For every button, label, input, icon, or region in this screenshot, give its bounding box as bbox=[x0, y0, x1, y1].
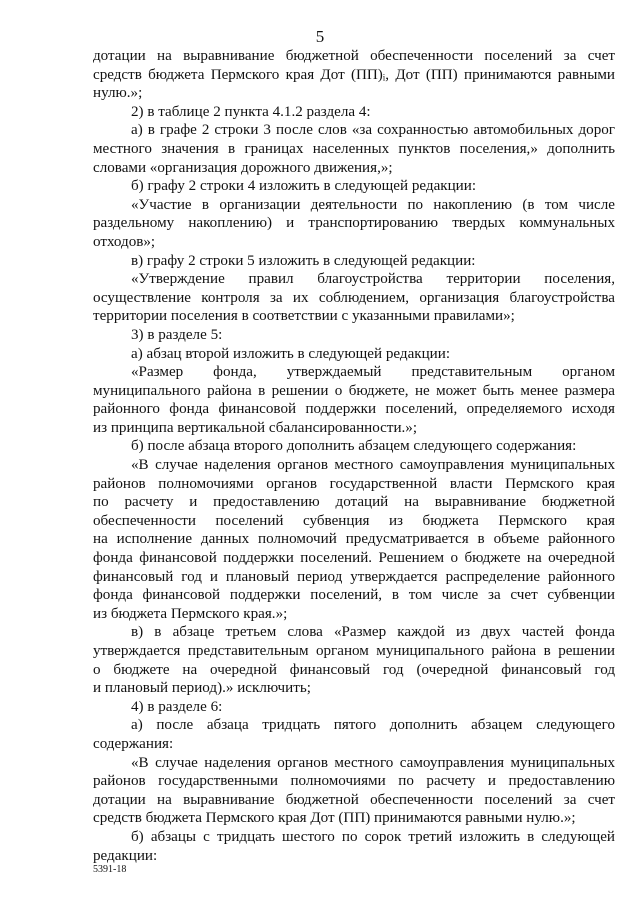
text-line: средств бюджета Пермского края Дот (ПП)ᵢ, Дот (ПП) принимаются равными bbox=[93, 66, 615, 83]
text-line: районного фонда финансовой поддержки поселений, определяемого исходя bbox=[93, 401, 615, 418]
text-line: районов полномочиями органов государственной власти Пермского края bbox=[93, 475, 615, 492]
text-line: редакции: bbox=[93, 847, 158, 864]
text-line: б) графу 2 строки 4 изложить в следующей редакции: bbox=[131, 178, 477, 195]
text-line: в) графу 2 строки 5 изложить в следующей редакции: bbox=[131, 252, 476, 269]
text-line: средств бюджета Пермского края Дот (ПП) принимаются равными нулю.»; bbox=[93, 810, 576, 827]
text-line: а) в графе 2 строки 3 после слов «за сохранностью автомобильных дорог bbox=[131, 122, 615, 139]
text-line: местного значения в границах населенных пунктов поселения,» дополнить bbox=[93, 140, 615, 157]
text-line: 3) в разделе 5: bbox=[131, 326, 223, 343]
text-line: «В случае наделения органов местного самоуправления муниципальных bbox=[131, 457, 615, 474]
text-line: утверждается представительным органом муниципального района в решении bbox=[93, 643, 615, 659]
text-line: осуществление контроля за их соблюдением, организация благоустройства bbox=[93, 289, 615, 306]
text-line: из бюджета Пермского края.»; bbox=[93, 605, 288, 622]
page-number: 5 bbox=[315, 27, 325, 46]
text-line: раздельному накоплению) и транспортированию твердых коммунальных bbox=[93, 215, 615, 232]
text-line: а) абзац второй изложить в следующей редакции: bbox=[131, 345, 451, 362]
text-line: 4) в разделе 6: bbox=[131, 698, 223, 715]
text-line: словами «организация дорожного движения,»; bbox=[93, 159, 393, 176]
text-line: и плановый период).» исключить; bbox=[93, 680, 311, 697]
text-line: дотации на выравнивание бюджетной обеспеченности поселений за счет bbox=[93, 791, 615, 808]
text-line: в) в абзаце третьем слова «Размер каждой из двух частей фонда bbox=[131, 624, 615, 641]
text-line: «Размер фонда, утверждаемый представительным органом bbox=[131, 364, 615, 381]
text-line: отходов»; bbox=[93, 233, 156, 250]
text-line: фонда финансовой поддержки поселений, в том числе за счет субвенции bbox=[93, 587, 615, 604]
text-line: о бюджете на очередной финансовый год (очередной финансовый год bbox=[93, 661, 615, 678]
text-line: нулю.»; bbox=[93, 85, 143, 102]
text-line: а) после абзаца тридцать пятого дополнить абзацем следующего bbox=[131, 717, 615, 734]
text-line: «В случае наделения органов местного самоуправления муниципальных bbox=[131, 754, 615, 771]
text-line: «Участие в организации деятельности по накоплению (в том числе bbox=[131, 196, 615, 213]
document-code: 5391-18 bbox=[93, 864, 127, 875]
text-line: муниципального района в решении о бюджете, не может быть менее размера bbox=[93, 382, 615, 399]
text-line: 2) в таблице 2 пункта 4.1.2 раздела 4: bbox=[131, 103, 371, 120]
text-line: фонда финансовой поддержки поселений. Решением о бюджете на очередной bbox=[93, 550, 615, 567]
text-line: из принципа вертикальной сбалансированности.»; bbox=[93, 419, 418, 436]
text-line: районов государственными полномочиями по расчету и предоставлению bbox=[93, 773, 615, 790]
text-line: б) после абзаца второго дополнить абзацем следующего содержания: bbox=[131, 438, 577, 455]
text-line: территории поселения в соответствии с указанными правилами»; bbox=[93, 308, 515, 325]
document-body bbox=[93, 47, 615, 865]
text-line: б) абзацы с тридцать шестого по сорок третий изложить в следующей bbox=[131, 828, 615, 845]
text-line: «Утверждение правил благоустройства территории поселения, bbox=[131, 271, 615, 288]
text-line: на исполнение данных полномочий предусматривается в объеме районного bbox=[93, 531, 615, 548]
text-line: обеспеченности поселений субвенция из бюджета Пермского края bbox=[93, 512, 615, 529]
text-line: содержания: bbox=[93, 735, 174, 752]
text-line: финансовый год и плановый период утверждается распределение районного bbox=[93, 568, 615, 585]
text-line: по расчету и предоставлению дотаций на выравнивание бюджетной bbox=[93, 494, 615, 511]
text-line: дотации на выравнивание бюджетной обеспеченности поселений за счет bbox=[93, 48, 615, 64]
